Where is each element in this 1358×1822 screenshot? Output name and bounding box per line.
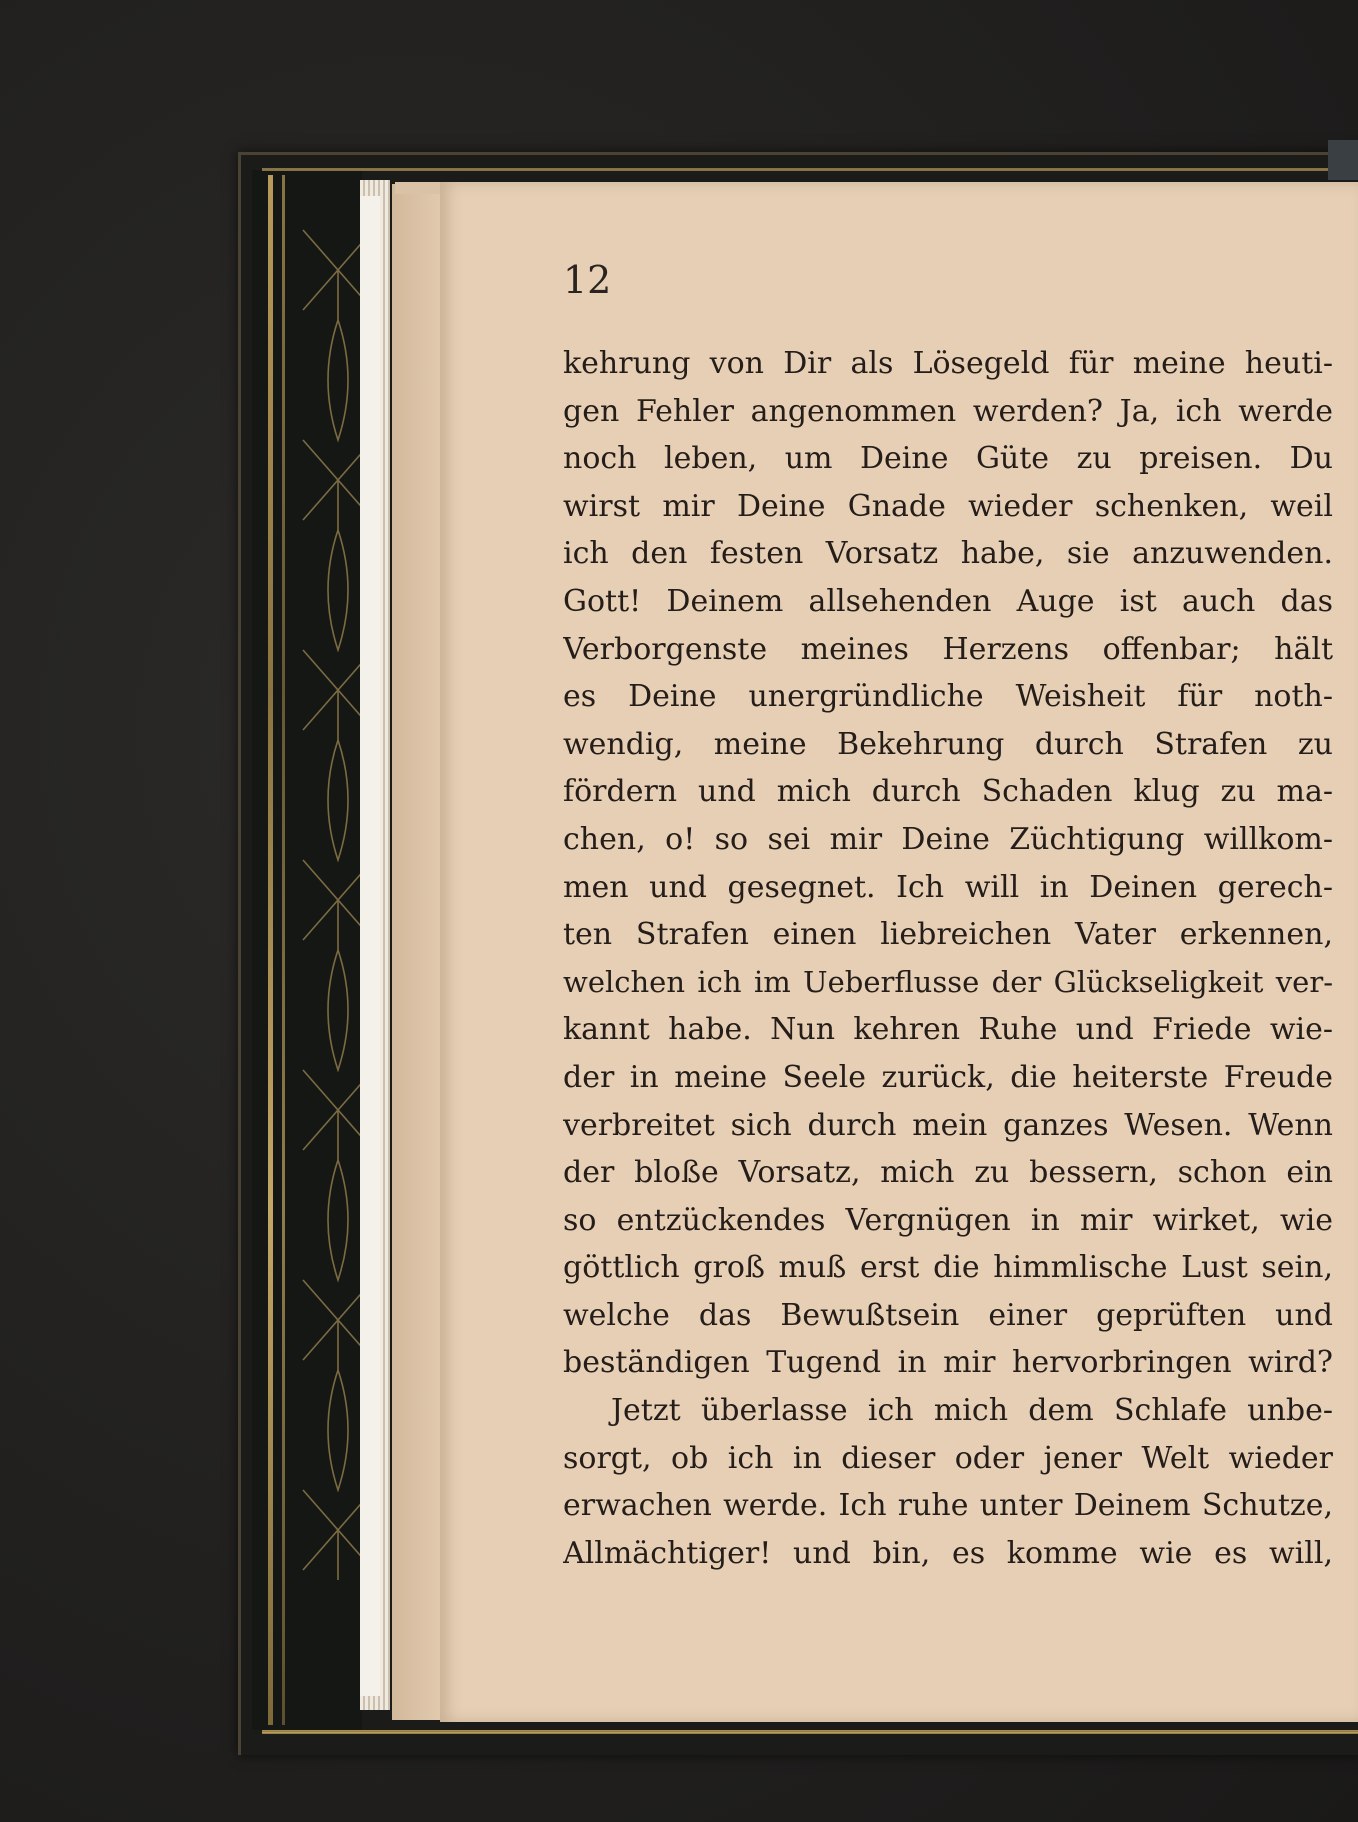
text-line: der bloße Vorsatz, mich zu bessern, schon ein: [563, 1155, 1333, 1191]
text-line: fördern und mich durch Schaden klug zu ma-: [563, 774, 1333, 810]
text-line: men und gesegnet. Ich will in Deinen gerech-: [563, 869, 1333, 905]
text-line: noch leben, um Deine Güte zu preisen. Du: [563, 441, 1333, 477]
text-line: verbreitet sich durch mein ganzes Wesen. Wenn: [563, 1107, 1333, 1143]
text-line: es Deine unergründliche Weisheit für noth-: [563, 679, 1333, 715]
text-line: welche das Bewußtsein einer geprüften und: [563, 1297, 1333, 1333]
gilt-border-line: [262, 1730, 1358, 1734]
text-line: der in meine Seele zurück, die heiterste Freude: [563, 1059, 1333, 1095]
text-line: kehrung von Dir als Lösegeld für meine heuti-: [563, 346, 1333, 381]
text-line: Gott! Deinem allsehenden Auge ist auch das: [563, 583, 1333, 619]
page-gutter: [392, 184, 442, 1720]
text-line: gen Fehler angenommen werden? Ja, ich werde: [563, 393, 1333, 429]
text-line: wendig, meine Bekehrung durch Strafen zu: [563, 726, 1333, 762]
text-line: Allmächtiger! und bin, es komme wie es will,: [563, 1535, 1333, 1571]
body-text: [563, 340, 1333, 1577]
text-line: göttlich groß muß erst die himmlische Lust sein,: [563, 1250, 1333, 1286]
page-number: 12: [563, 258, 612, 302]
text-line: wirst mir Deine Gnade wieder schenken, weil: [563, 488, 1333, 524]
text-line: Verborgenste meines Herzens offenbar; hält: [563, 631, 1333, 667]
text-line: Jetzt überlasse ich mich dem Schlafe unbe-: [611, 1393, 1333, 1429]
holder-clip: [1328, 140, 1358, 180]
text-line: ten Strafen einen liebreichen Vater erkennen,: [563, 917, 1333, 953]
text-line: erwachen werde. Ich ruhe unter Deinem Schutze,: [563, 1488, 1333, 1524]
text-line: chen, o! so sei mir Deine Züchtigung willkom-: [563, 821, 1333, 857]
text-line: so entzückendes Vergnügen in mir wirket, wie: [563, 1202, 1333, 1238]
gilt-border-line: [268, 175, 273, 1725]
endpaper-leaf: [360, 196, 380, 1696]
text-line: beständigen Tugend in mir hervorbringen wird?: [563, 1345, 1333, 1381]
text-line: kannt habe. Nun kehren Ruhe und Friede wie-: [563, 1012, 1333, 1048]
gilt-border-line: [262, 168, 1358, 171]
text-line: sorgt, ob ich in dieser oder jener Welt wieder: [563, 1440, 1333, 1476]
text-line: ich den festen Vorsatz habe, sie anzuwenden.: [563, 536, 1333, 572]
gilt-border-line: [282, 175, 285, 1725]
text-line: welchen ich im Ueberflusse der Glückseligkeit ver-: [563, 964, 1333, 999]
